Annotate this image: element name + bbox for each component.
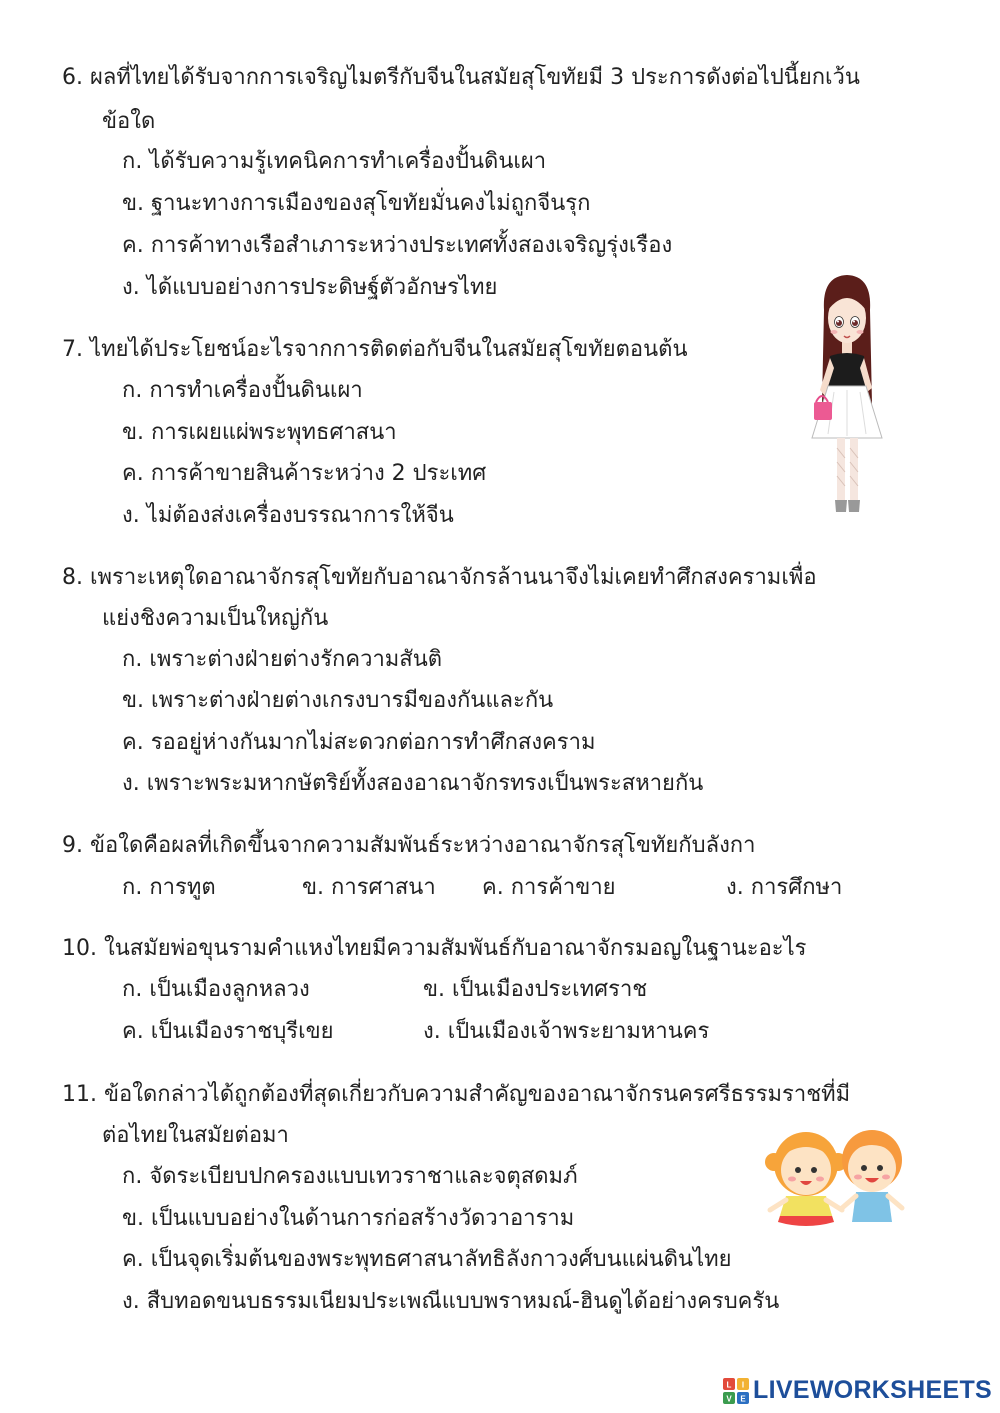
question-7: 7. ไทยได้ประโยชน์อะไรจากการติดต่อกับจีนในสมัยสุโขทัยตอนต้น <box>62 337 688 362</box>
question-8-option-c[interactable]: ค. รออยู่ห่างกันมากไม่สะดวกต่อการทำศึกสงคราม <box>122 730 596 755</box>
question-7-option-a[interactable]: ก. การทำเครื่องปั้นดินเผา <box>122 378 363 403</box>
question-8-option-a[interactable]: ก. เพราะต่างฝ่ายต่างรักความสันติ <box>122 647 443 672</box>
question-8: 8. เพราะเหตุใดอาณาจักรสุโขทัยกับอาณาจักรล้านนาจึงไม่เคยทำศึกสงครามเพื่อ <box>62 565 817 590</box>
liveworksheets-icon <box>723 1378 749 1404</box>
question-10: 10. ในสมัยพ่อขุนรามคำแหงไทยมีความสัมพันธ์กับอาณาจักรมอญในฐานะอะไร <box>62 936 807 961</box>
question-6-continuation: ข้อใด <box>102 109 156 134</box>
question-11-option-b[interactable]: ข. เป็นแบบอย่างในด้านการก่อสร้างวัดวาอาราม <box>122 1206 575 1231</box>
question-6: 6. ผลที่ไทยได้รับจากการเจริญไมตรีกับจีนในสมัยสุโขทัยมี 3 ประการดังต่อไปนี้ยกเว้น <box>62 65 860 90</box>
question-7-option-b[interactable]: ข. การเผยแผ่พระพุทธศาสนา <box>122 420 397 445</box>
question-11-option-a[interactable]: ก. จัดระเบียบปกครองแบบเทวราชาและจตุสดมภ์ <box>122 1164 578 1189</box>
question-8-option-d[interactable]: ง. เพราะพระมหากษัตริย์ทั้งสองอาณาจักรทรงเป็นพระสหายกัน <box>122 771 704 796</box>
question-6-option-a[interactable]: ก. ได้รับความรู้เทคนิคการทำเครื่องปั้นดินเผา <box>122 149 547 174</box>
kids-illustration <box>764 1126 916 1230</box>
question-10-option-a[interactable]: ก. เป็นเมืองลูกหลวง <box>122 977 310 1002</box>
question-7-option-d[interactable]: ง. ไม่ต้องส่งเครื่องบรรณาการให้จีน <box>122 503 454 528</box>
question-11: 11. ข้อใดกล่าวได้ถูกต้องที่สุดเกี่ยวกับความสำคัญของอาณาจักรนครศรีธรรมราชที่มี <box>62 1082 851 1107</box>
question-10-option-c[interactable]: ค. เป็นเมืองราชบุรีเขย <box>122 1019 334 1044</box>
question-11-option-c[interactable]: ค. เป็นจุดเริ่มต้นของพระพุทธศาสนาลัทธิลังกาวงศ์บนแผ่นดินไทย <box>122 1247 732 1272</box>
question-8-continuation: แย่งชิงความเป็นใหญ่กัน <box>102 606 329 631</box>
svg-text:E: E <box>740 1394 746 1403</box>
svg-text:L: L <box>726 1380 732 1389</box>
question-7-option-c[interactable]: ค. การค้าขายสินค้าระหว่าง 2 ประเทศ <box>122 461 487 486</box>
question-8-option-b[interactable]: ข. เพราะต่างฝ่ายต่างเกรงบารมีของกันและกัน <box>122 688 554 713</box>
question-9-option-b[interactable]: ข. การศาสนา <box>302 875 436 900</box>
question-9-option-a[interactable]: ก. การทูต <box>122 875 216 900</box>
question-6-option-b[interactable]: ข. ฐานะทางการเมืองของสุโขทัยมั่นคงไม่ถูกจีนรุก <box>122 191 591 216</box>
question-9: 9. ข้อใดคือผลที่เกิดขึ้นจากความสัมพันธ์ระหว่างอาณาจักรสุโขทัยกับลังกา <box>62 833 756 858</box>
svg-text:V: V <box>726 1394 732 1403</box>
question-6-option-c[interactable]: ค. การค้าทางเรือสำเภาระหว่างประเทศทั้งสองเจริญรุ่งเรือง <box>122 233 673 258</box>
question-6-option-d[interactable]: ง. ได้แบบอย่างการประดิษฐ์ตัวอักษรไทย <box>122 275 498 300</box>
liveworksheets-logo <box>723 1376 992 1405</box>
question-10-option-d[interactable]: ง. เป็นเมืองเจ้าพระยามหานคร <box>423 1019 710 1044</box>
liveworksheets-wordmark: LIVEWORKSHEETS <box>753 1376 992 1404</box>
question-9-option-d[interactable]: ง. การศึกษา <box>726 875 843 900</box>
question-11-continuation: ต่อไทยในสมัยต่อมา <box>102 1123 289 1148</box>
svg-text:I: I <box>741 1380 745 1389</box>
question-9-option-c[interactable]: ค. การค้าขาย <box>482 875 616 900</box>
girl-illustration <box>806 272 888 522</box>
question-11-option-d[interactable]: ง. สืบทอดขนบธรรมเนียมประเพณีแบบพราหมณ์-ฮินดูได้อย่างครบครัน <box>122 1289 780 1314</box>
question-10-option-b[interactable]: ข. เป็นเมืองประเทศราช <box>423 977 648 1002</box>
